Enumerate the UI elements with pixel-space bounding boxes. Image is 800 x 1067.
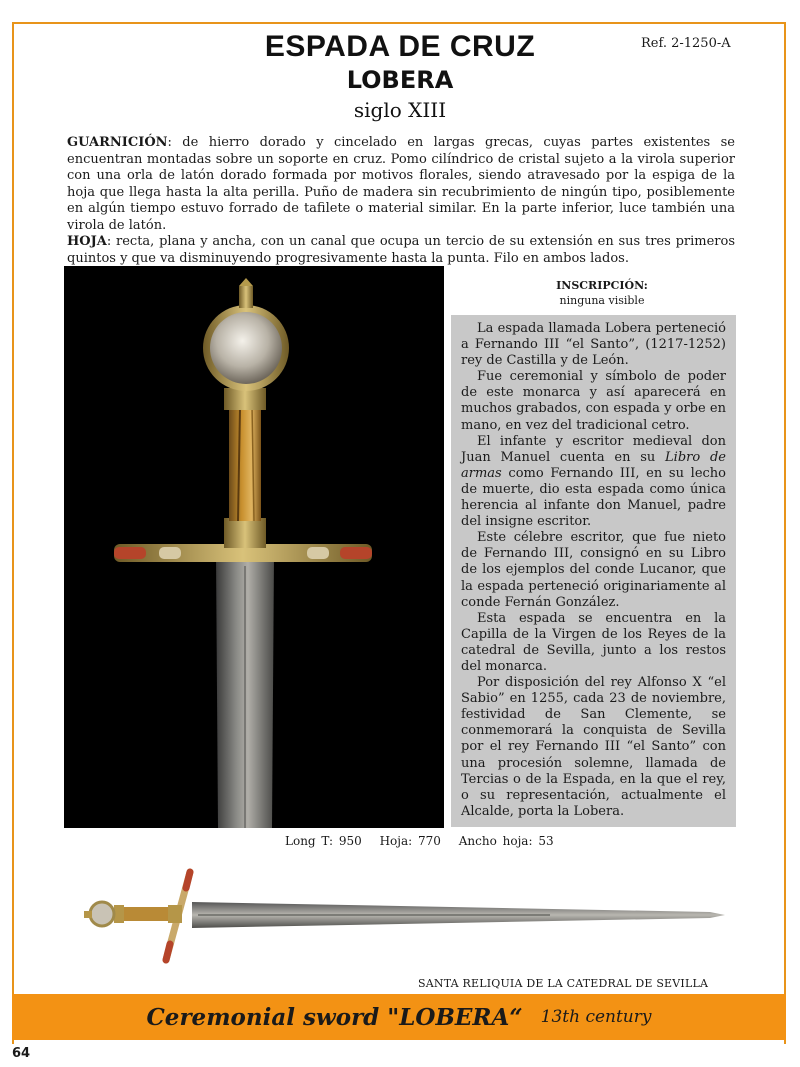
source-caption: SANTA RELIQUIA DE LA CATEDRAL DE SEVILLA [418, 977, 709, 990]
history-panel [451, 315, 736, 827]
sword-hilt-illustration [64, 266, 444, 828]
english-century: 13th century [540, 1007, 652, 1027]
history-paragraph: Esta espada se encuentra en la Capilla de la Virgen de los Reyes de la catedral de Sevilla, junto a los restos del monarca. [461, 610, 726, 674]
page-title: ESPADA DE CRUZ [264, 30, 536, 63]
hoja-label: HOJA [67, 234, 107, 249]
hoja-text: : recta, plana y ancha, con un canal que ocupa un tercio de su extensión en sus tres primeros quintos y que va disminuyendo progresivamente hasta la punta. Filo en ambos lados. [67, 234, 735, 266]
blade-length: Hoja: 770 [379, 834, 441, 848]
english-title: Ceremonial sword "LOBERA“ [146, 1003, 523, 1031]
dimensions-line [285, 834, 566, 848]
blade-width: Ancho hoja: 53 [458, 834, 554, 848]
inscription-block [510, 278, 694, 308]
history-paragraph: Fue ceremonial y símbolo de poder de este monarca y así aparecerá en muchos grabados, con espada y orbe en mano, en vez del tradicional cetro. [461, 369, 726, 433]
history-paragraph: Por disposición del rey Alfonso X “el Sabio” en 1255, cada 23 de noviembre, festividad de San Clemente, se conmemorará la conquista de Sevilla por el rey Fernando III “el Santo” con una procesión solemne, llamada de Tercias o de la Espada, en la que el rey, o su representación, actualmente el Alcalde, porta la Lobera. [461, 675, 726, 819]
inscription-label: INSCRIPCIÓN: [556, 279, 648, 292]
page-number: 64 [12, 1046, 31, 1061]
total-length: Long T: 950 [285, 834, 362, 848]
century-label: siglo XIII [353, 98, 447, 122]
guarnicion-text: : de hierro dorado y cincelado en largas grecas, cuyas partes existentes se encuentran montadas sobre un soporte en cruz. Pomo cilíndrico de cristal sujeto a la virola superior con una orla de latón dorado formada por motivos florales, siendo atravesado por la espiga de la hoja que llega hasta la alta perilla. Puño de madera sin recubrimiento de ningún tipo, posiblemente en algún tiempo estuvo forrado de tafilete o material similar. En la parte inferior, luce también una virola de latón. [67, 135, 735, 233]
full-sword-photo [80, 860, 730, 970]
history-text: como Fernando III, en su lecho de muerte, dio esta espada como única herencia al infante don Manuel, padre del insigne escritor. [461, 465, 726, 530]
book-title: Libro de armas [461, 449, 726, 481]
reference-number: Ref. 2-1250-A [641, 36, 731, 51]
inscription-value: ninguna visible [559, 294, 645, 307]
english-title-banner [12, 994, 786, 1040]
history-paragraph [461, 434, 726, 531]
sword-hilt-photo [64, 266, 444, 828]
history-paragraph: Este célebre escritor, que fue nieto de Fernando III, consignó en su Libro de los ejemplos del conde Lucanor, que la espada perteneció originariamente al conde Fernán González. [461, 530, 726, 610]
full-sword-illustration [80, 860, 730, 970]
description-block [67, 135, 735, 267]
history-paragraph: La espada llamada Lobera perteneció a Fernando III “el Santo”, (1217-1252) rey de Castilla y de León. [461, 321, 726, 369]
page-subtitle: LOBERA [346, 66, 454, 94]
history-text: El infante y escritor medieval don Juan Manuel cuenta en su [461, 433, 726, 465]
guarnicion-label: GUARNICIÓN [67, 135, 168, 150]
